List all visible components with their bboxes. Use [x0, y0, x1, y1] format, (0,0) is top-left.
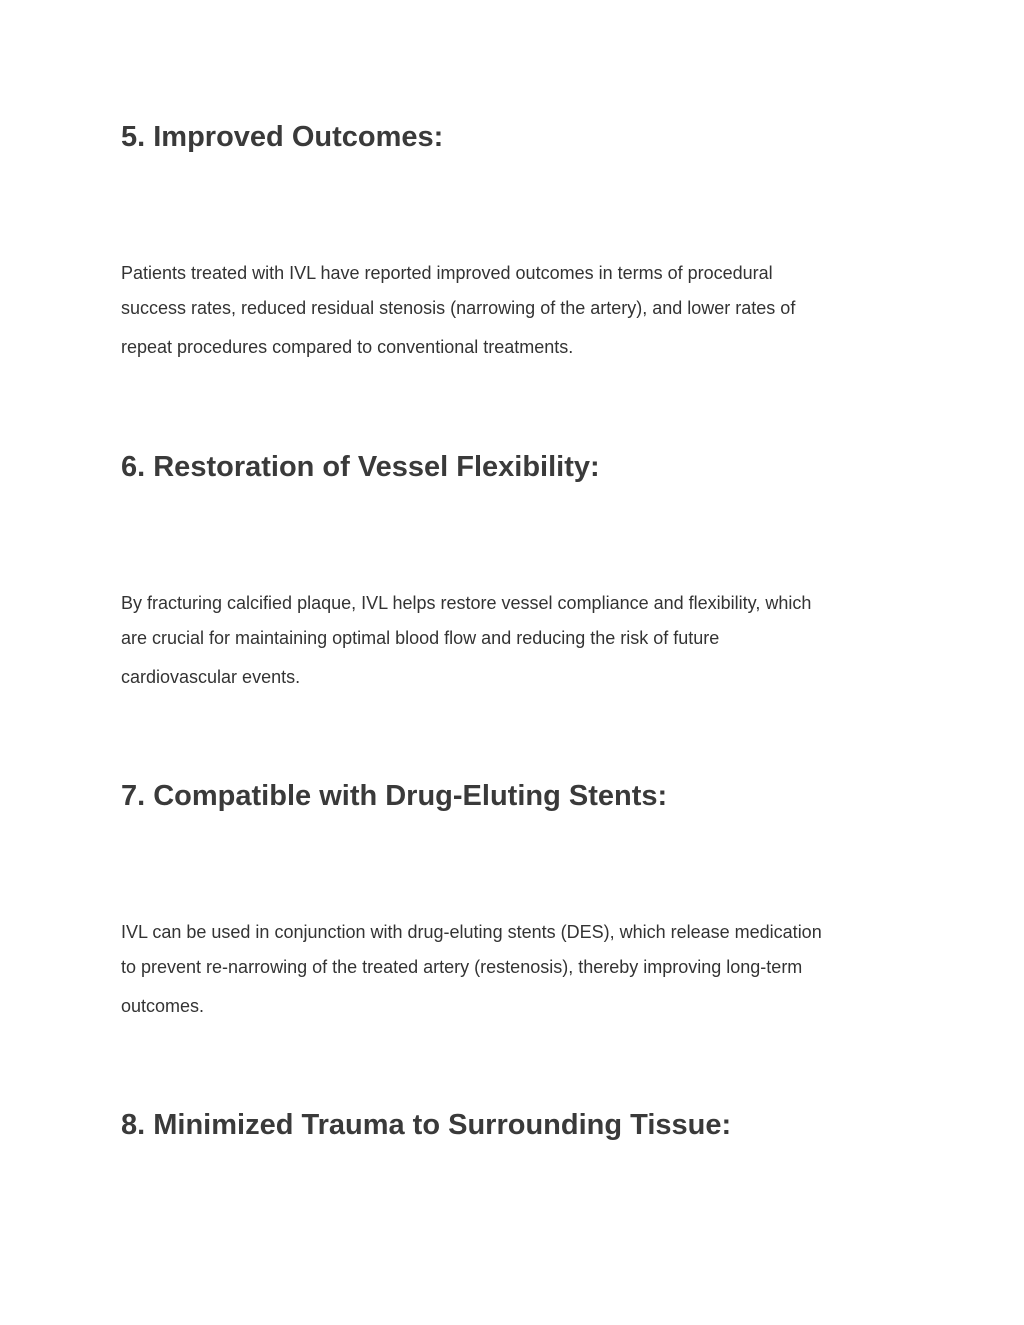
paragraph-line: By fracturing calcified plaque, IVL helps restore vessel compliance and flexibility, which [121, 593, 812, 613]
section-heading-improved-outcomes: 5. Improved Outcomes: [121, 121, 444, 153]
section-heading-vessel-flexibility: 6. Restoration of Vessel Flexibility: [121, 451, 600, 483]
section-heading-drug-eluting-stents: 7. Compatible with Drug-Eluting Stents: [121, 780, 668, 812]
paragraph-line: cardiovascular events. [121, 667, 301, 687]
paragraph-line: Patients treated with IVL have reported improved outcomes in terms of procedural [121, 263, 773, 283]
section-heading-minimized-trauma: 8. Minimized Trauma to Surrounding Tissue: [121, 1109, 732, 1141]
paragraph-line: outcomes. [121, 996, 205, 1016]
paragraph-line: success rates, reduced residual stenosis (narrowing of the artery), and lower rates of [121, 298, 796, 318]
paragraph-line: to prevent re-narrowing of the treated artery (restenosis), thereby improving long-term [121, 957, 803, 977]
paragraph-line: IVL can be used in conjunction with drug-eluting stents (DES), which release medication [121, 922, 822, 942]
paragraph-line: repeat procedures compared to conventional treatments. [121, 337, 574, 357]
paragraph-line: are crucial for maintaining optimal blood flow and reducing the risk of future [121, 628, 720, 648]
